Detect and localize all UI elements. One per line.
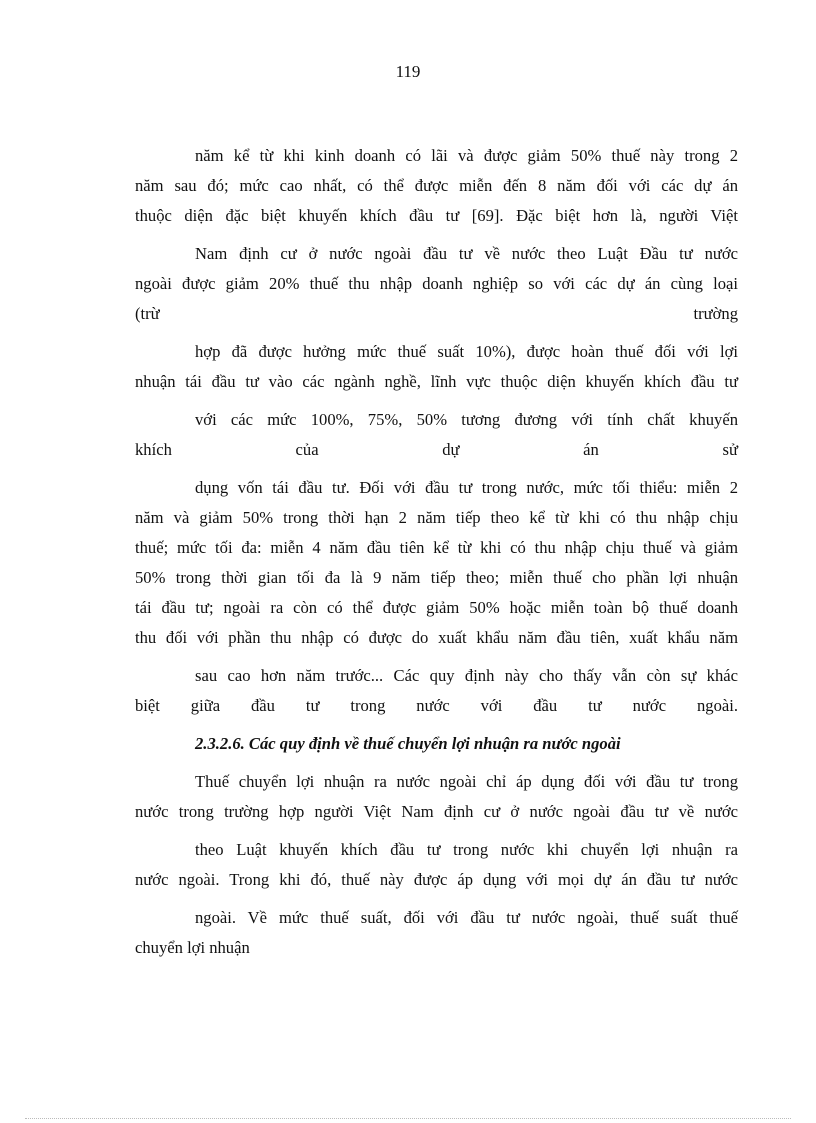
text-word: dự (442, 440, 460, 459)
text-line: dụng vốn tái đầu tư. Đối với đầu tư trong nước, mức tối thiểu: miễn 2 (195, 478, 738, 497)
text-line: tái đầu tư; ngoài ra còn có thể được giảm 50% hoặc miễn toàn bộ thuế doanh (135, 598, 738, 617)
text-word: sử (722, 440, 738, 459)
text-line: sau cao hơn năm trước... Các quy định này cho thấy vẫn còn sự khác (195, 666, 738, 685)
section-heading: 2.3.2.6. Các quy định về thuế chuyển lợi nhuận ra nước ngoài (195, 734, 621, 753)
text-line: thuộc diện đặc biệt khuyến khích đầu tư [69]. Đặc biệt hơn là, người Việt (135, 206, 738, 225)
text-line: ngoài được giảm 20% thuế thu nhập doanh nghiệp so với các dự án cùng loại (135, 274, 738, 293)
page-number: 119 (395, 62, 421, 81)
text-line: nước trong trường hợp người Việt Nam định cư ở nước ngoài đầu tư về nước (135, 802, 738, 821)
text-line: Thuế chuyển lợi nhuận ra nước ngoài chỉ áp dụng đối với đầu tư trong (195, 772, 738, 791)
text-line: Nam định cư ở nước ngoài đầu tư về nước theo Luật Đầu tư nước (195, 244, 738, 263)
text-line (135, 303, 738, 325)
text-line: theo Luật khuyến khích đầu tư trong nước khi chuyển lợi nhuận ra (195, 840, 738, 859)
text-line: ngoài. Về mức thuế suất, đối với đầu tư nước ngoài, thuế suất thuế (195, 908, 738, 927)
text-line: nhuận tái đầu tư vào các ngành nghề, lĩnh vực thuộc diện khuyến khích đầu tư (135, 372, 738, 391)
text-line (135, 439, 738, 461)
text-line: năm kể từ khi kinh doanh có lãi và được giảm 50% thuế này trong 2 (195, 146, 738, 165)
text-line: nước ngoài. Trong khi đó, thuế này được áp dụng với mọi dự án đầu tư nước (135, 870, 738, 889)
text-line: thu đối với phần thu nhập có được do xuất khẩu năm đầu tiên, xuất khẩu năm (135, 628, 738, 647)
text-line: 50% trong thời gian tối đa là 9 năm tiếp theo; miễn thuế cho phần lợi nhuận (135, 568, 738, 587)
text-line: chuyển lợi nhuận (135, 938, 250, 957)
text-word: khích (135, 440, 172, 459)
text-word: án (583, 440, 599, 459)
text-line: thuế; mức tối đa: miễn 4 năm đầu tiên kể từ khi có thu nhập chịu thuế và giảm (135, 538, 738, 557)
text-line: với các mức 100%, 75%, 50% tương đương với tính chất khuyến (195, 410, 738, 429)
page-bottom-divider (25, 1118, 791, 1119)
text-line: biệt giữa đầu tư trong nước với đầu tư nước ngoài. (135, 696, 738, 715)
text-line: năm và giảm 50% trong thời hạn 2 năm tiếp theo kể từ khi có thu nhập chịu (135, 508, 738, 527)
text-word: của (295, 440, 319, 459)
text-word: (trừ (135, 304, 160, 323)
text-line: năm sau đó; mức cao nhất, có thể được miễn đến 8 năm đối với các dự án (135, 176, 738, 195)
text-line: hợp đã được hưởng mức thuế suất 10%), được hoàn thuế đối với lợi (195, 342, 738, 361)
text-word: trường (693, 304, 738, 323)
